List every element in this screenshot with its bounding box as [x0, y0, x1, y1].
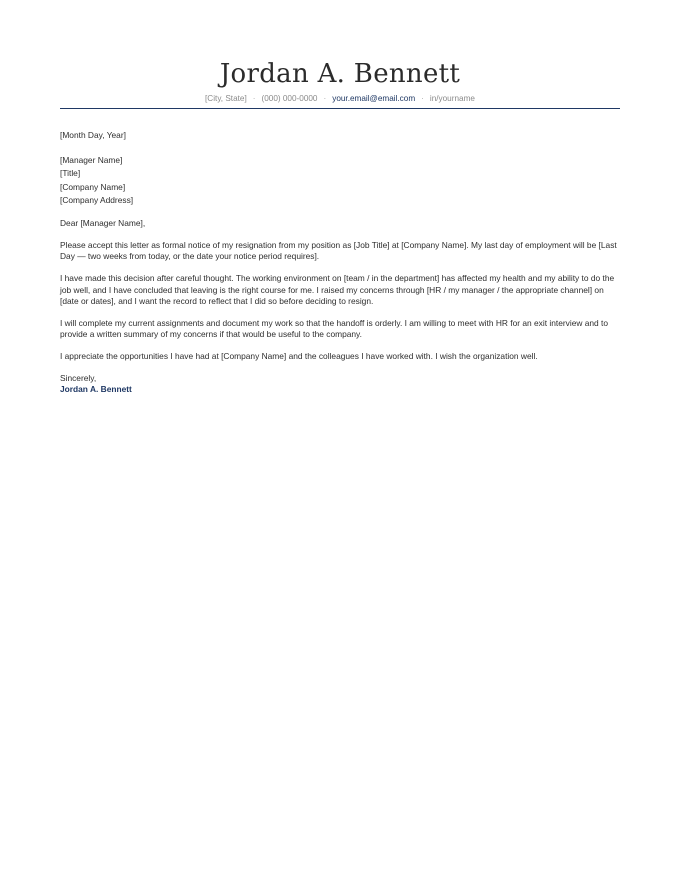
recipient-manager-name: [Manager Name]: [60, 154, 123, 165]
sender-email: your.email@email.com: [332, 94, 416, 103]
body-paragraph: Please accept this letter as formal notice of my resignation from my position as [Job Title] at [Company Name]. My last day of employment will be [Last Day — two weeks from today, or the date your notice period requires].: [60, 240, 617, 262]
recipient-company-address: [Company Address]: [60, 195, 134, 206]
contact-separator: ·: [421, 94, 424, 103]
header-divider: [60, 108, 620, 109]
letter-date: [Month Day, Year]: [60, 130, 126, 140]
contact-separator: ·: [323, 94, 327, 103]
letter-header: [60, 58, 620, 105]
sender-name: Jordan A. Bennett: [219, 59, 461, 89]
body-paragraph: I will complete my current assignments and document my work so that the handoff is orderly. I am willing to meet with HR for an exit interview and to provide a written summary of my concerns if that would be useful to the company.: [60, 317, 609, 340]
letter-body: [60, 130, 622, 395]
signature: Jordan A. Bennett: [60, 384, 132, 395]
sender-phone: (000) 000-0000: [261, 94, 318, 103]
contact-line: [60, 93, 620, 105]
recipient-company-name: [Company Name]: [60, 181, 126, 192]
closing: Sincerely,: [60, 373, 97, 384]
contact-separator: ·: [252, 94, 256, 103]
sender-location: [City, State]: [205, 94, 247, 103]
recipient-title: [Title]: [60, 168, 81, 179]
body-paragraph: I appreciate the opportunities I have had at [Company Name] and the colleagues I have worked with. I wish the organization well.: [60, 351, 538, 362]
recipient-block: [60, 154, 622, 208]
body-paragraph: I have made this decision after careful thought. The working environment on [team / in the department] has affected my health and my ability to do the job well, and I have concluded that leaving is the right course for me. I raised my concerns through [HR / my manager / the appropriate channel] on [date or dates], and I want the record to reflect that I did so before deciding to resign.: [60, 273, 615, 306]
salutation: Dear [Manager Name],: [60, 218, 146, 229]
sender-linkedin: in/yourname: [429, 94, 475, 103]
